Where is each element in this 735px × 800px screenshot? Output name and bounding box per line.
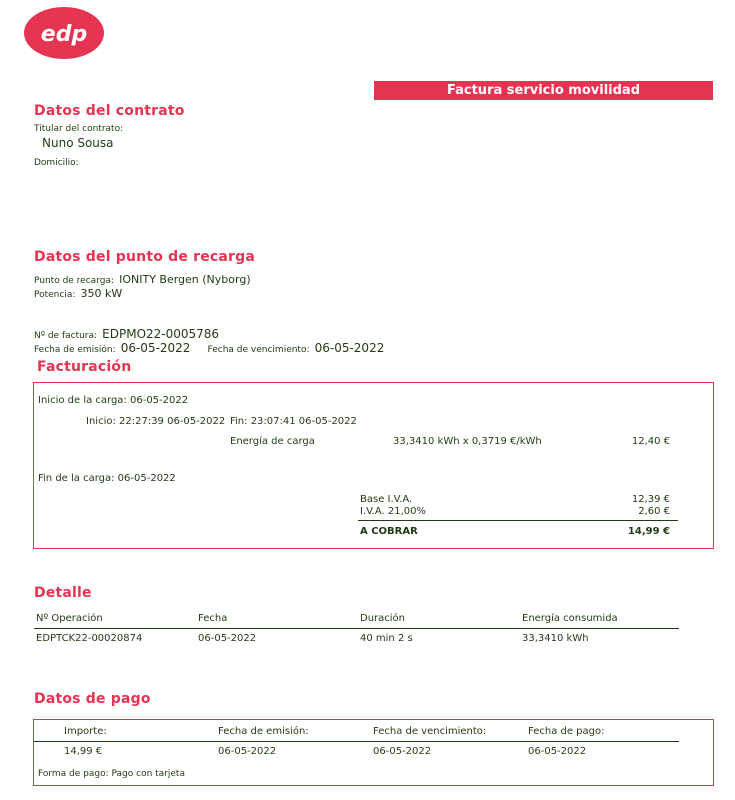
payment-paid-value: 06-05-2022 bbox=[528, 746, 587, 757]
address-label-wrap bbox=[34, 150, 79, 168]
charge-point-value: IONITY Bergen (Nyborg) bbox=[119, 273, 251, 286]
detail-heading: Detalle bbox=[34, 585, 92, 601]
due-date-label: Fecha de vencimiento: bbox=[207, 345, 310, 355]
due-date-value: 06-05-2022 bbox=[314, 341, 385, 355]
holder-label: Titular del contrato: bbox=[34, 124, 124, 134]
detail-header-divider bbox=[34, 628, 679, 629]
billing-heading: Facturación bbox=[37, 359, 132, 375]
invoice-dates-line bbox=[34, 337, 384, 356]
vat-base-label: Base I.V.A. bbox=[360, 494, 413, 505]
payment-col-paid: Fecha de pago: bbox=[528, 726, 605, 737]
billing-box bbox=[33, 382, 714, 549]
vat-label: I.V.A. 21,00% bbox=[360, 506, 427, 517]
charge-point-label: Punto de recarga: bbox=[34, 276, 114, 286]
logo-text: edp bbox=[40, 22, 88, 47]
invoice-number-value: EDPMO22-0005786 bbox=[102, 327, 220, 341]
charge-start-time: Inicio: 22:27:39 06-05-2022 bbox=[86, 416, 226, 427]
vat-base-amount: 12,39 € bbox=[631, 494, 670, 505]
vat-amount: 2,60 € bbox=[638, 506, 670, 517]
total-amount: 14,99 € bbox=[627, 526, 670, 537]
energy-calculation: 33,3410 kWh x 0,3719 €/kWh bbox=[393, 436, 542, 447]
payment-amount-value: 14,99 € bbox=[64, 746, 103, 757]
payment-method: Forma de pago: Pago con tarjeta bbox=[38, 769, 185, 779]
detail-operation-value: EDPTCK22-00020874 bbox=[36, 633, 143, 644]
payment-col-due: Fecha de vencimiento: bbox=[373, 726, 487, 737]
detail-col-operation: Nº Operación bbox=[36, 613, 103, 624]
detail-energy-value: 33,3410 kWh bbox=[522, 633, 589, 644]
total-label: A COBRAR bbox=[360, 526, 418, 537]
detail-col-duration: Duración bbox=[360, 613, 406, 624]
payment-issue-value: 06-05-2022 bbox=[218, 746, 277, 757]
detail-col-energy: Energía consumida bbox=[522, 613, 618, 624]
detail-col-date: Fecha bbox=[198, 613, 228, 624]
charge-end-text: Fin de la carga: 06-05-2022 bbox=[38, 473, 176, 484]
detail-duration-value: 40 min 2 s bbox=[360, 633, 413, 644]
payment-heading: Datos de pago bbox=[34, 691, 151, 707]
energy-amount: 12,40 € bbox=[631, 436, 670, 447]
holder-value: Nuno Sousa bbox=[42, 136, 114, 150]
invoice-title-banner: Factura servicio movilidad bbox=[374, 81, 713, 100]
edp-logo bbox=[23, 6, 105, 60]
payment-due-value: 06-05-2022 bbox=[373, 746, 432, 757]
power-value: 350 kW bbox=[80, 287, 123, 300]
issue-date-value: 06-05-2022 bbox=[120, 341, 191, 355]
issue-date-label: Fecha de emisión: bbox=[34, 345, 116, 355]
charge-start-text: Inicio de la carga: 06-05-2022 bbox=[38, 395, 189, 406]
total-divider bbox=[358, 520, 678, 521]
payment-header-divider bbox=[34, 741, 679, 742]
address-label: Domicilio: bbox=[34, 158, 79, 168]
invoice-number-label: Nº de factura: bbox=[34, 331, 98, 341]
power-line bbox=[34, 282, 122, 301]
charge-end-time: Fin: 23:07:41 06-05-2022 bbox=[230, 416, 357, 427]
detail-date-value: 06-05-2022 bbox=[198, 633, 257, 644]
contract-heading: Datos del contrato bbox=[34, 103, 185, 119]
energy-label: Energía de carga bbox=[230, 436, 315, 447]
payment-col-amount: Importe: bbox=[64, 726, 107, 737]
charge-point-heading: Datos del punto de recarga bbox=[34, 249, 256, 265]
payment-col-issue: Fecha de emisión: bbox=[218, 726, 309, 737]
power-label: Potencia: bbox=[34, 290, 76, 300]
